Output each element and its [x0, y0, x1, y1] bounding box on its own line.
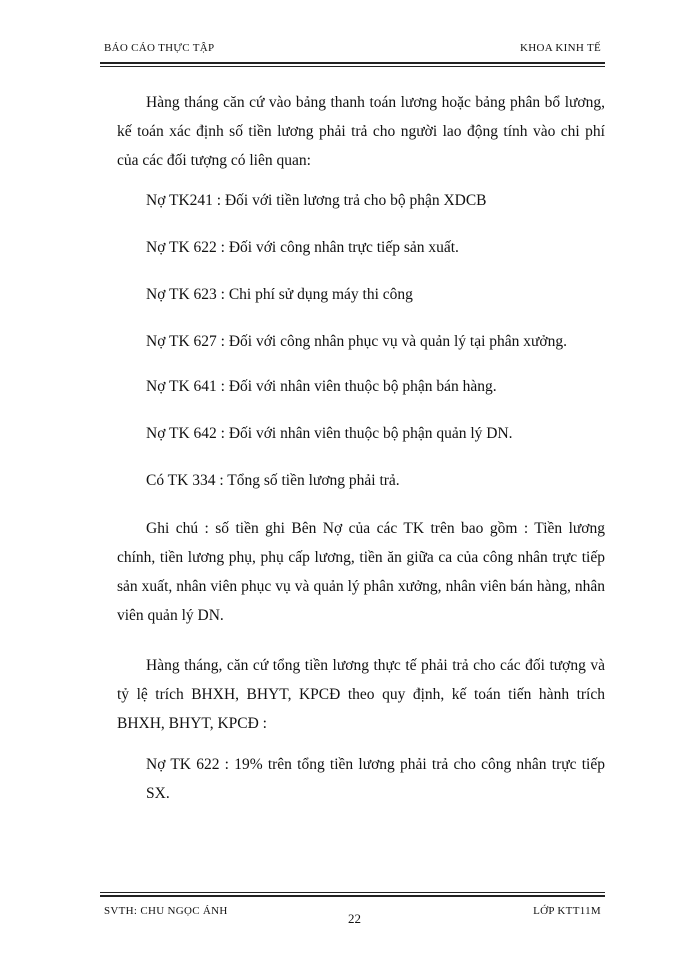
paragraph-note-text: Ghi chú : số tiền ghi Bên Nợ của các TK trên bao gồm : Tiền lương chính, tiền lương phụ, phụ cấp lương, tiền ăn giữa ca của công nhân trực tiếp sản xuất, nhân viên phục vụ và quản lý phân xưởng, nhân viên bán hàng, nhân viên quản lý DN. — [117, 520, 605, 624]
entry-line: Nợ TK241 : Đối với tiền lương trả cho bộ phận XDCB — [146, 192, 487, 209]
entry-line: Nợ TK 623 : Chi phí sử dụng máy thi công — [146, 286, 413, 303]
header-report-title: BÁO CÁO THỰC TẬP — [104, 42, 215, 54]
footer-student-name: SVTH: CHU NGỌC ÁNH — [104, 905, 228, 917]
page-number: 22 — [348, 911, 361, 926]
paragraph-monthly-text: Hàng tháng, căn cứ tổng tiền lương thực tế phải trả cho các đối tượng và tỷ lệ trích BHXH, BHYT, KPCĐ theo quy định, kế toán tiến hành trích BHXH, BHYT, KPCĐ : — [117, 657, 605, 732]
footer-double-rule — [100, 892, 605, 897]
page-footer — [100, 905, 605, 925]
header-double-rule — [100, 62, 605, 67]
entry-line: Nợ TK 641 : Đối với nhân viên thuộc bộ phận bán hàng. — [146, 378, 497, 395]
entry-line: Nợ TK 627 : Đối với công nhân phục vụ và quản lý tại phân xưởng. — [146, 333, 568, 350]
paragraph-note — [117, 514, 605, 630]
paragraph-monthly — [117, 651, 605, 738]
footer-class: LỚP KTT11M — [533, 905, 601, 917]
entry-line: Có TK 334 : Tổng số tiền lương phải trả. — [146, 472, 400, 489]
header-faculty: KHOA KINH TẾ — [519, 42, 601, 54]
paragraph-intro-text: Hàng tháng căn cứ vào bảng thanh toán lương hoặc bảng phân bổ lương, kế toán xác định số tiền lương phải trả cho người lao động tính vào chi phí của các đối tượng có liên quan: — [117, 94, 605, 169]
paragraph-intro — [117, 88, 605, 175]
entry-line: Nợ TK 642 : Đối với nhân viên thuộc bộ phận quản lý DN. — [146, 425, 513, 442]
page-header — [100, 42, 605, 58]
entry-line: Nợ TK 622 : Đối với công nhân trực tiếp sản xuất. — [146, 239, 459, 256]
paragraph-tk622: Nợ TK 622 : 19% trên tổng tiền lương phải trả cho công nhân trực tiếp SX. — [146, 756, 605, 802]
